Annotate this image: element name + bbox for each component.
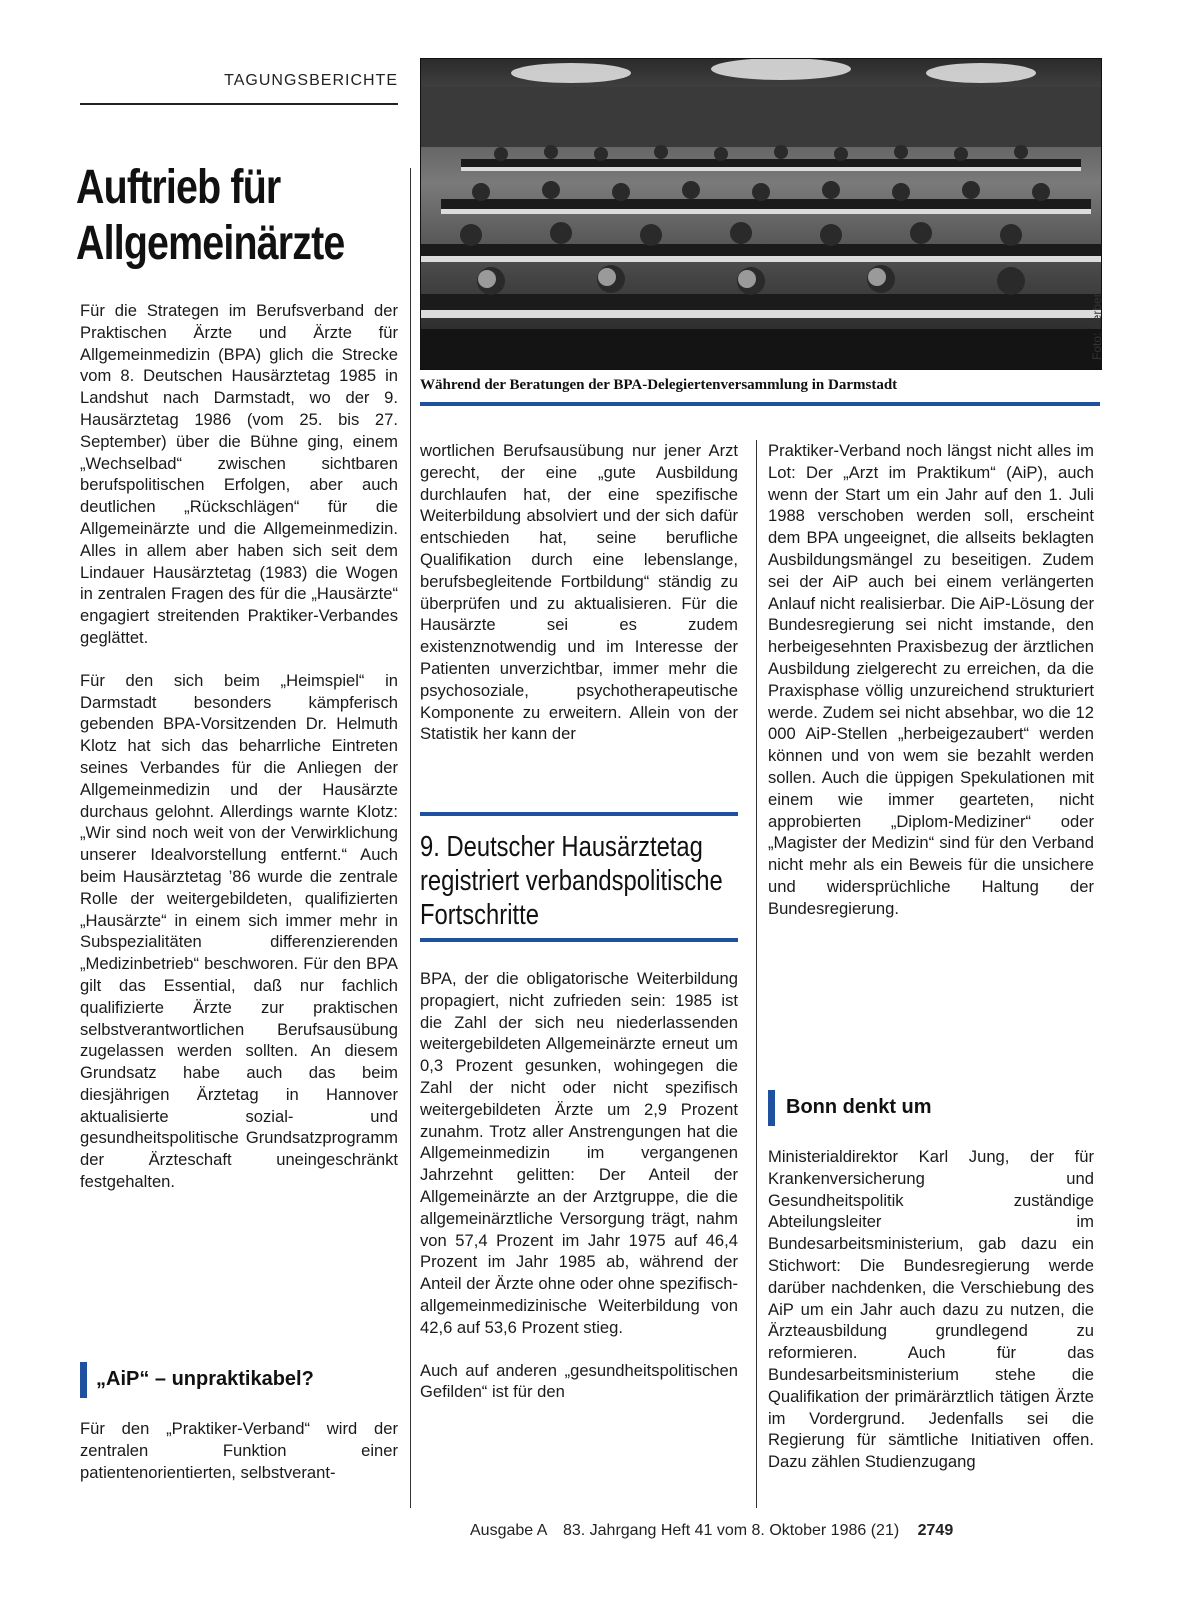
column-divider-1 <box>410 168 411 1508</box>
page-number: 2749 <box>917 1522 954 1539</box>
paragraph: Für den „Praktiker-Verband“ wird der zentralen Funktion einer patientenorientierten, selbstverant- <box>80 1419 398 1482</box>
subheading-bar <box>80 1362 87 1398</box>
article-column-2 <box>420 440 738 766</box>
subheading-line: Fortschritte <box>420 899 539 931</box>
article-column-2-continued <box>420 968 738 1424</box>
photo-caption: Während der Beratungen der BPA-Delegiertenversammlung in Darmstadt <box>420 377 898 393</box>
footer-issue: Ausgabe A <box>470 1522 547 1539</box>
conference-photo <box>420 58 1102 370</box>
paragraph: Ministerialdirektor Karl Jung, der für Krankenversicherung und Gesundheitspolitik zuständige Abteilungsleiter im Bundesarbeitsministerium, gab dazu ein Stichwort: Die Bundesregierung werde darüber nachdenken, die Verschiebung des AiP um ein Jahr auch dazu zu nutzen, die Ärzteausbildung grundlegend zu reformieren. Auch für das Bundesarbeitsministerium stehe die Qualifikation der primärärztlich tätigen Ärzte im Vordergrund. Jedenfalls sei die Regierung für sämtliche Initiativen offen. Dazu zählen Studienzugang <box>768 1147 1094 1472</box>
article-column-3-continued <box>768 1146 1094 1494</box>
section-divider <box>80 103 398 105</box>
article-column-3 <box>768 440 1094 941</box>
subheading-line: 9. Deutscher Hausärztetag <box>420 831 703 863</box>
headline-line-2: Allgemeinärzte <box>76 217 345 270</box>
subheading-line: registriert verbandspolitische <box>420 865 723 897</box>
subheading-bar <box>768 1090 775 1126</box>
article-column-1-continued <box>80 1418 398 1504</box>
column-divider-2 <box>756 440 757 1508</box>
caption-divider <box>420 402 1100 406</box>
photo-credit: Foto: Kerber <box>1090 293 1104 360</box>
subheading-bonn: Bonn denkt um <box>786 1096 932 1118</box>
paragraph: Auch auf anderen „gesundheitspolitischen Gefilden“ ist für den <box>420 1360 738 1402</box>
article-column-1 <box>80 300 398 1214</box>
conference-photo-illustration <box>421 59 1101 369</box>
paragraph: Für den sich beim „Heimspiel“ in Darmstadt besonders kämpferisch gebenden BPA-Vorsitzenden Dr. Helmuth Klotz hat sich das beharrliche Eintreten seines Verbandes für die Anliegen der Allgemeinmedizin und der Hausärzte durchaus gelohnt. Allerdings warnte Klotz: „Wir sind noch weit von der Verwirklichung unserer Idealvorstellung entfernt.“ Auch beim Hausärztetag ’86 wurde die zentrale Rolle der weitergebildeten, qualifizierten „Hausärzte“ in einem sich immer mehr in Subspezialitäten differenzierenden „Medizinbetrieb“ beschworen. Für den BPA gilt das Essential, daß nur fachlich qualifizierte Ärzte zur praktischen selbstverantwortlichen Berufsausübung zugelassen werden sollten. An diesem Grundsatz habe auch das beim diesjährigen Ärztetag in Hannover aktualisierte sozial- und gesundheitspolitische Grundsatzprogramm der Ärzteschaft uneingeschränkt festgehalten. <box>80 670 398 1192</box>
page-footer <box>470 1522 1098 1540</box>
footer-volume: 83. Jahrgang Heft 41 vom 8. Oktober 1986 (21) <box>562 1522 900 1539</box>
article-headline <box>76 160 347 272</box>
subheading-rule-bottom <box>420 938 738 942</box>
subheading-rule-top <box>420 812 738 816</box>
paragraph: Praktiker-Verband noch längst nicht alles im Lot: Der „Arzt im Praktikum“ (AiP), auch wenn der Start um ein Jahr auf den 1. Juli 1988 verschoben werden soll, erscheint dem BPA ungeeignet, die allseits beklagten Ausbildungsmängel zu beseitigen. Zudem sei der AiP auch bei einem verlängerten Anlauf nicht realisierbar. Die AiP-Lösung der Bundesregierung sei nicht imstande, den herbeigesehnten Praxisbezug der ärztlichen Ausbildung zielgerecht zu erreichen, da die Praxisphase völlig unzureichend strukturiert werde. Zudem sei nicht absehbar, wo die 12 000 AiP-Stellen „herbeigezaubert“ werden können und von wem sie bezahlt werden sollen. Auch die üppigen Spekulationen mit einem wie immer gearteten, nicht approbierten „Diplom-Mediziner“ oder „Magister der Medizin“ sind für den Verband nicht mehr als ein Beweis für die unsichere und widersprüchliche Haltung der Bundesregierung. <box>768 441 1094 918</box>
paragraph: wortlichen Berufsausübung nur jener Arzt gerecht, der eine „gute Ausbildung durchlaufen hat, der eine spezifische Weiterbildung absolviert und der sich dafür entschieden hat, seine berufliche Qualifikation durch eine lebenslange, berufsbegleitende Fortbildung“ ständig zu überprüfen und zu aktualisieren. Für die Hausärzte sei es zudem existenznotwendig und im Interesse der Patienten unverzichtbar, immer mehr die psychosoziale, psychotherapeutische Komponente zu erweitern. Allein von der Statistik her kann der <box>420 441 738 744</box>
paragraph: BPA, der die obligatorische Weiterbildung propagiert, nicht zufrieden sein: 1985 ist die Zahl der sich neu niederlassenden weitergebildeten Allgemeinärzte erneut um 0,3 Prozent gesunken, wohingegen die Zahl der nicht oder nicht spezifisch weitergebildeten Ärzte um 2,9 Prozent zunahm. Trotz aller Anstrengungen hat die Allgemeinmedizin im vergangenen Jahrzehnt gelitten: Der Anteil der Allgemeinärzte an der Arztgruppe, die die allgemeinärztliche Versorgung trägt, nahm von 57,4 Prozent im Jahr 1975 auf 46,4 Prozent im Jahr 1985 ab, während der Anteil der Ärzte ohne oder ohne spezifisch-allgemeinmedizinische Weiterbildung von 42,6 auf 53,6 Prozent stieg. <box>420 969 738 1337</box>
section-label: TAGUNGSBERICHTE <box>224 72 398 89</box>
subheading-aip: „AiP“ – unpraktikabel? <box>96 1368 314 1390</box>
paragraph: Für die Strategen im Berufsverband der Praktischen Ärzte und Ärzte für Allgemeinmedizin (BPA) glich die Strecke vom 8. Deutschen Hausärztetag 1985 in Landshut nach Darmstadt, wo der 9. Hausärztetag 1986 (vom 25. bis 27. September) über die Bühne ging, einem „Wechselbad“ zwischen sichtbaren berufspolitischen Erfolgen, aber auch deutlichen „Rückschlägen“ für die Allgemeinärzte und die Allgemeinmedizin. Alles in allem aber haben sich seit dem Lindauer Hausärztetag (1983) die Wogen in zentralen Fragen des für die „Hausärzte“ engagiert streitenden Praktiker-Verbandes geglättet. <box>80 301 398 647</box>
headline-line-1: Auftrieb für <box>76 161 281 214</box>
subheading-hausaerztetag <box>420 830 740 932</box>
